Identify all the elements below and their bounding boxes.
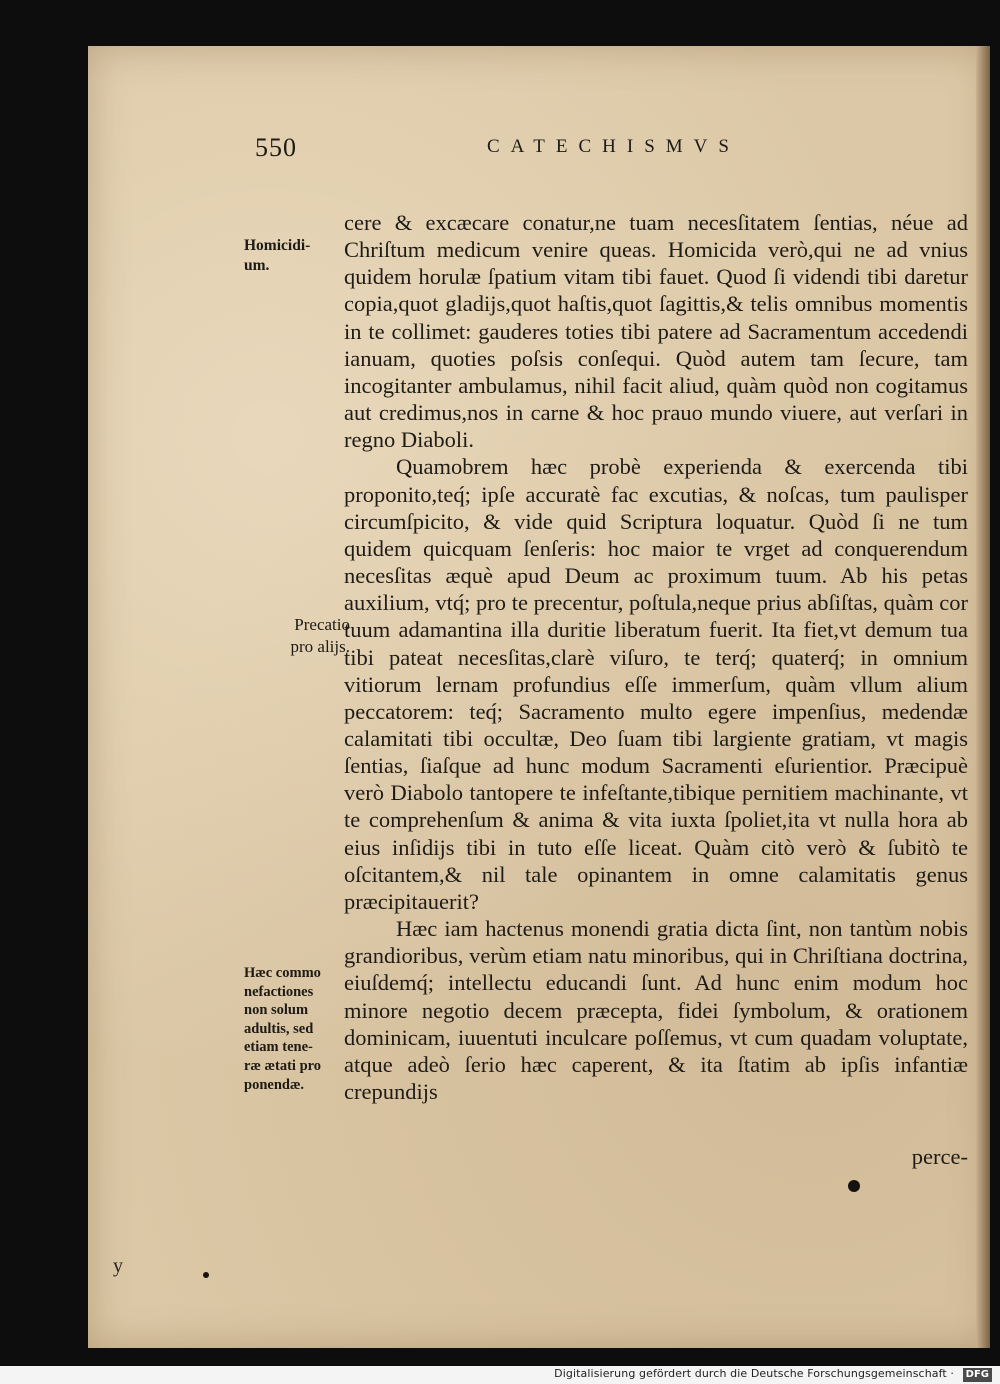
page-spine-shadow bbox=[976, 46, 990, 1348]
paragraph-3: Hæc iam hactenus monendi gratia dicta ſint, non tantùm nobis grandioribus, verùm etiam natu minoribus, qui in Chriſtiana doctrina, eiuſdemq́; intellectu educandi ſunt. Ad hunc enim modum hoc minore negotio decem præcepta, fidei ſymbolum, & orationem dominicam, iuuentuti inculcare poſſemus, vt cum quadam voluptate, atque adeò ſerio hæc caperent, & ita ſtatim ab ipſis infantiæ crepundijs bbox=[344, 916, 968, 1104]
footer-bar bbox=[0, 1366, 1000, 1384]
ink-dot bbox=[848, 1180, 860, 1192]
dfg-logo: DFG bbox=[963, 1368, 992, 1382]
marginal-note-precatio: Precatio pro alijs. bbox=[290, 615, 350, 656]
marginal-note-commonefactiones: Hæc commo nefactiones non solum adultis, sed etiam tene- ræ ætati pro ponendæ. bbox=[244, 965, 322, 1093]
footer-credit: Digitalisierung gefördert durch die Deutsche Forschungsgemeinschaft · bbox=[554, 1367, 954, 1380]
catchword: perce- bbox=[911, 1144, 968, 1169]
paragraph-1: cere & excæcare conatur,ne tuam necesſitatem ſentias, néue ad Chriſtum medicum venire queas. Homicida verò,qui ne ad vnius quidem horulæ ſpatium vitam tibi fauet. Quod ſi videndi tibi daretur copia,quot gladijs,quot haſtis,quot ſagittis,& telis omnibus momentis in te collimet: gauderes toties tibi patere ad Sacramentum accedendi ianuam, quoties poſsis conſequi. Quòd autem tam ſecure, tam incogitanter ambulamus, nihil facit aliud, quàm quòd non cogitamus aut credimus,nos in carne & hoc prauo mundo viuere, aut verſari in regno Diaboli. bbox=[344, 210, 968, 453]
marginal-note-homicidium: Homicidi- um. bbox=[244, 237, 311, 274]
page-header bbox=[255, 133, 825, 163]
stray-ink-mark: y bbox=[113, 1255, 123, 1277]
ink-speck bbox=[203, 1272, 209, 1278]
paragraph-2: Quamobrem hæc probè experienda & exercenda tibi proponito,teq́; ipſe accuratè fac excutias, & noſcas, tum paulisper circumſpicito, & vide quid Scriptura loquatur. Quòd ſi ne tum quidem quicquam ſenſeris: hoc maior te vrget ad conquerendum necesſitas æquè apud Deum ac proximum tuum. Ab his petas auxilium, vtq́; pro te precentur, poſtula,neque prius abſiſtas, quàm cor tuum adamantina illa duritie liberatum fuerit. Ita fiet,vt demum tua tibi pateat necesſitas,clarè viſuro, te terq́; quaterq́; in omnium vitiorum lernam profundius eſſe immerſum, quàm vllum alium peccatorem: teq́; Sacramento multo egere impenſius, medendæ calamitati tibi occultæ, Deo ſuam tibi largiente gratiam, vt magis ſentias, ſiaſque ad hunc modum Sacramenti eſurientior. Præcipuè verò Diabolo tantopere te infeſtante,tibique pernitiem machinante, vt te comprehenſum & anima & vita iuxta ſpoliet,ita vt nulla hora ab eius inſidijs tibi in tuto eſſe liceat. Quàm citò verò & ſubitò te oſcitantem,& nil tale opinantem in omne calamitatis genus præcipitauerit? bbox=[344, 454, 968, 914]
running-title: CATECHISMVS bbox=[487, 136, 740, 157]
page-number: 550 bbox=[255, 133, 297, 162]
main-text-block bbox=[344, 209, 968, 1105]
